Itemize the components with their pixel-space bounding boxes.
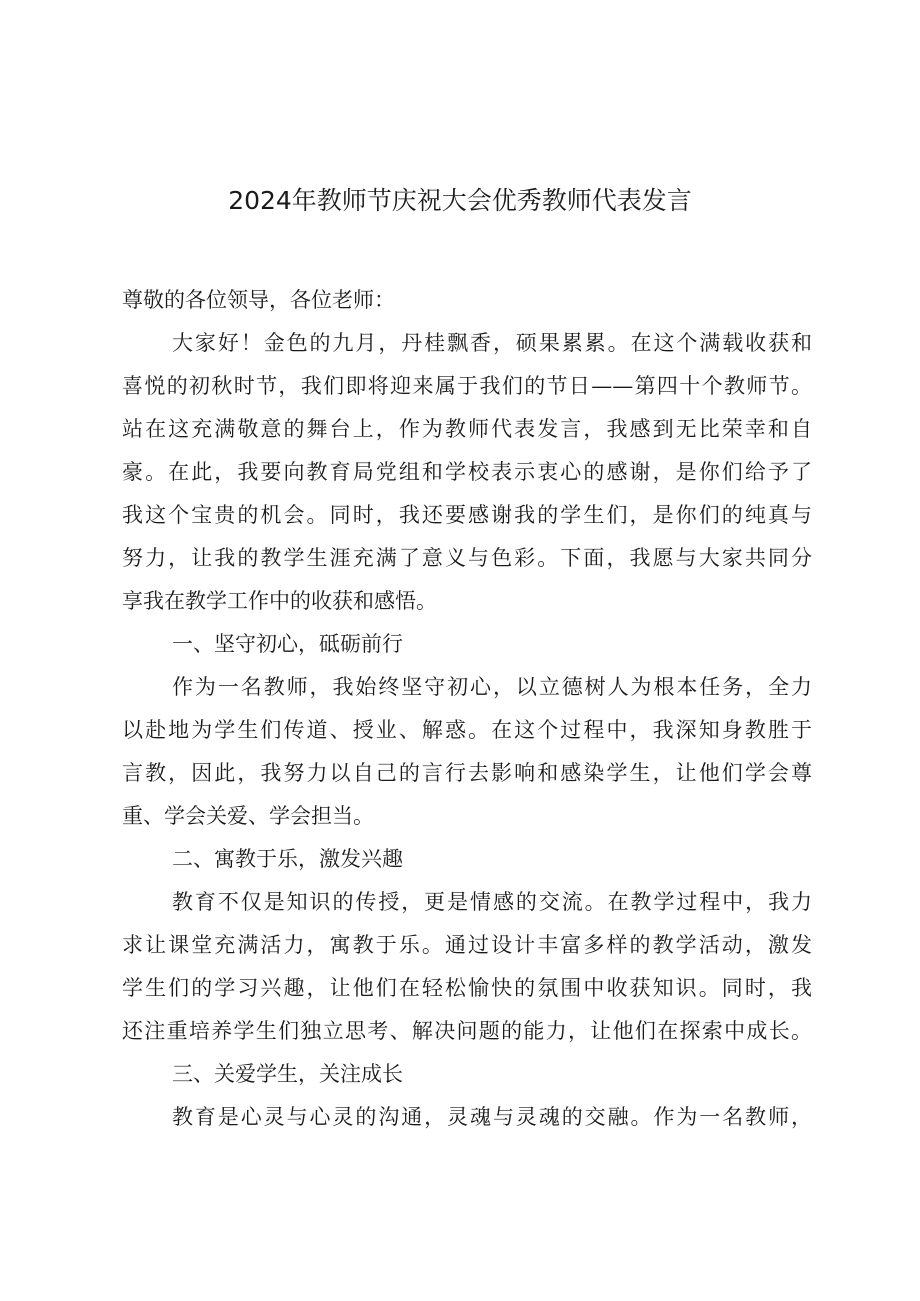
text-line: 我这个宝贵的机会。同时，我还要感谢我的学生们，是你们的纯真与 [122,503,812,527]
text-line: 二、寓教于乐，激发兴趣 [172,847,403,871]
text-line: 努力，让我的教学生涯充满了意义与色彩。下面，我愿与大家共同分 [122,546,812,570]
text-line: 学生们的学习兴趣，让他们在轻松愉快的氛围中收获知识。同时，我 [122,976,812,1000]
text-line: 喜悦的初秋时节，我们即将迎来属于我们的节日——第四十个教师节。 [122,374,812,398]
document-title: 2024年教师节庆祝大会优秀教师代表发言 [228,186,692,215]
text-line: 站在这充满敬意的舞台上，作为教师代表发言，我感到无比荣幸和自 [122,417,812,441]
text-line: 重、学会关爱、学会担当。 [122,804,374,828]
text-line: 大家好！金色的九月，丹桂飘香，硕果累累。在这个满载收获和 [172,331,812,355]
text-line: 求让课堂充满活力，寓教于乐。通过设计丰富多样的教学活动，激发 [122,933,812,957]
text-line: 以赴地为学生们传道、授业、解惑。在这个过程中，我深知身教胜于 [122,718,812,742]
text-line: 享我在教学工作中的收获和感悟。 [122,589,437,613]
text-line: 三、关爱学生，关注成长 [172,1062,403,1086]
text-line: 尊敬的各位领导，各位老师： [122,288,395,312]
text-line: 一、坚守初心，砥砺前行 [172,632,403,656]
document-body [122,279,812,1139]
text-line: 还注重培养学生们独立思考、解决问题的能力，让他们在探索中成长。 [122,1019,812,1043]
text-line: 言教，因此，我努力以自己的言行去影响和感染学生，让他们学会尊 [122,761,812,785]
text-line: 教育是心灵与心灵的沟通，灵魂与灵魂的交融。作为一名教师， [172,1105,812,1129]
text-line: 豪。在此，我要向教育局党组和学校表示衷心的感谢，是你们给予了 [122,460,812,484]
text-line: 作为一名教师，我始终坚守初心，以立德树人为根本任务，全力 [172,675,812,699]
text-line: 教育不仅是知识的传授，更是情感的交流。在教学过程中，我力 [172,890,812,914]
